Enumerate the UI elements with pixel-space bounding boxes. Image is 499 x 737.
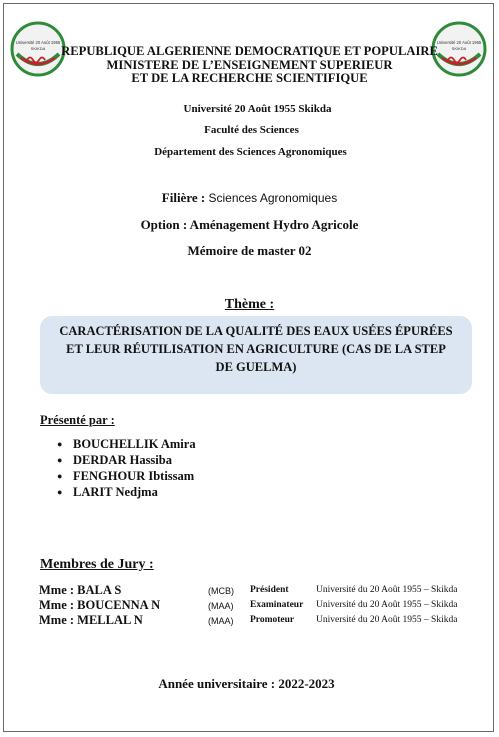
bullet-icon: ● — [57, 471, 63, 481]
filiere — [0, 190, 499, 206]
presented-by-label: Présenté par : — [40, 413, 115, 427]
jury-grade: (MAA) — [208, 616, 234, 626]
jury-name: Mme : BOUCENNA N — [39, 598, 161, 612]
list-item — [57, 484, 196, 500]
jury-name: Mme : BALA S — [39, 583, 122, 597]
jury-institution: Université du 20 Août 1955 – Skikda — [316, 600, 458, 610]
theme-box — [40, 316, 472, 394]
svg-text:SKIKDA: SKIKDA — [451, 46, 467, 51]
jury-role: Examinateur — [250, 600, 304, 610]
option: Option : Aménagement Hydro Agricole — [140, 217, 359, 232]
bullet-icon: ● — [57, 455, 63, 465]
student-list — [57, 436, 196, 500]
student-name: LARIT Nedjma — [73, 485, 158, 499]
student-name: BOUCHELLIK Amira — [73, 437, 196, 451]
jury-label: Membres de Jury : — [40, 557, 154, 572]
university-name: Université 20 Août 1955 Skikda — [183, 103, 332, 115]
svg-text:Université 20 Août 1955: Université 20 Août 1955 — [15, 40, 61, 45]
department-name: Département des Sciences Agronomiques — [154, 146, 347, 158]
jury-institution: Université du 20 Août 1955 – Skikda — [316, 615, 458, 625]
list-item — [57, 452, 196, 468]
jury-grade: (MAA) — [208, 601, 234, 611]
jury-row — [0, 598, 499, 614]
theme-line: DE GUELMA) — [215, 360, 297, 374]
theme-heading — [0, 295, 499, 313]
bullet-icon: ● — [57, 487, 63, 497]
academic-year: Année universitaire : 2022-2023 — [158, 676, 335, 691]
student-name: FENGHOUR Ibtissam — [73, 469, 195, 483]
jury-row — [0, 613, 499, 629]
theme-line: ET LEUR RÉUTILISATION EN AGRICULTURE (CAS DE LA STEP — [66, 342, 446, 356]
filiere-label: Filière : — [161, 190, 206, 205]
theme-label: Thème : — [224, 297, 275, 312]
list-item — [57, 468, 196, 484]
jury-grade: (MCB) — [208, 586, 234, 596]
svg-text:SKIKDA: SKIKDA — [30, 46, 46, 51]
faculty-name: Faculté des Sciences — [204, 124, 299, 136]
svg-text:Université 20 Août 1955: Université 20 Août 1955 — [436, 40, 482, 45]
jury-institution: Université du 20 Août 1955 – Skikda — [316, 585, 458, 595]
filiere-value: Sciences Agronomiques — [208, 191, 338, 205]
memoire-title: Mémoire de master 02 — [187, 243, 312, 258]
jury-role: Promoteur — [250, 615, 295, 625]
bullet-icon: ● — [57, 439, 63, 449]
jury-name: Mme : MELLAL N — [39, 613, 143, 627]
ministry-header — [0, 45, 499, 86]
header-line-2: MINISTERE DE L’ENSEIGNEMENT SUPERIEUR — [106, 57, 393, 72]
theme-line: CARACTÉRISATION DE LA QUALITÉ DES EAUX USÉES ÉPURÉES — [59, 324, 453, 338]
header-line-1: REPUBLIQUE ALGERIENNE DEMOCRATIQUE ET POPULAIRE — [61, 44, 438, 58]
list-item — [57, 436, 196, 452]
jury-row — [0, 583, 499, 599]
header-line-3: ET DE LA RECHERCHE SCIENTIFIQUE — [131, 71, 368, 85]
jury-role: Président — [250, 585, 289, 595]
student-name: DERDAR Hassiba — [73, 453, 172, 467]
